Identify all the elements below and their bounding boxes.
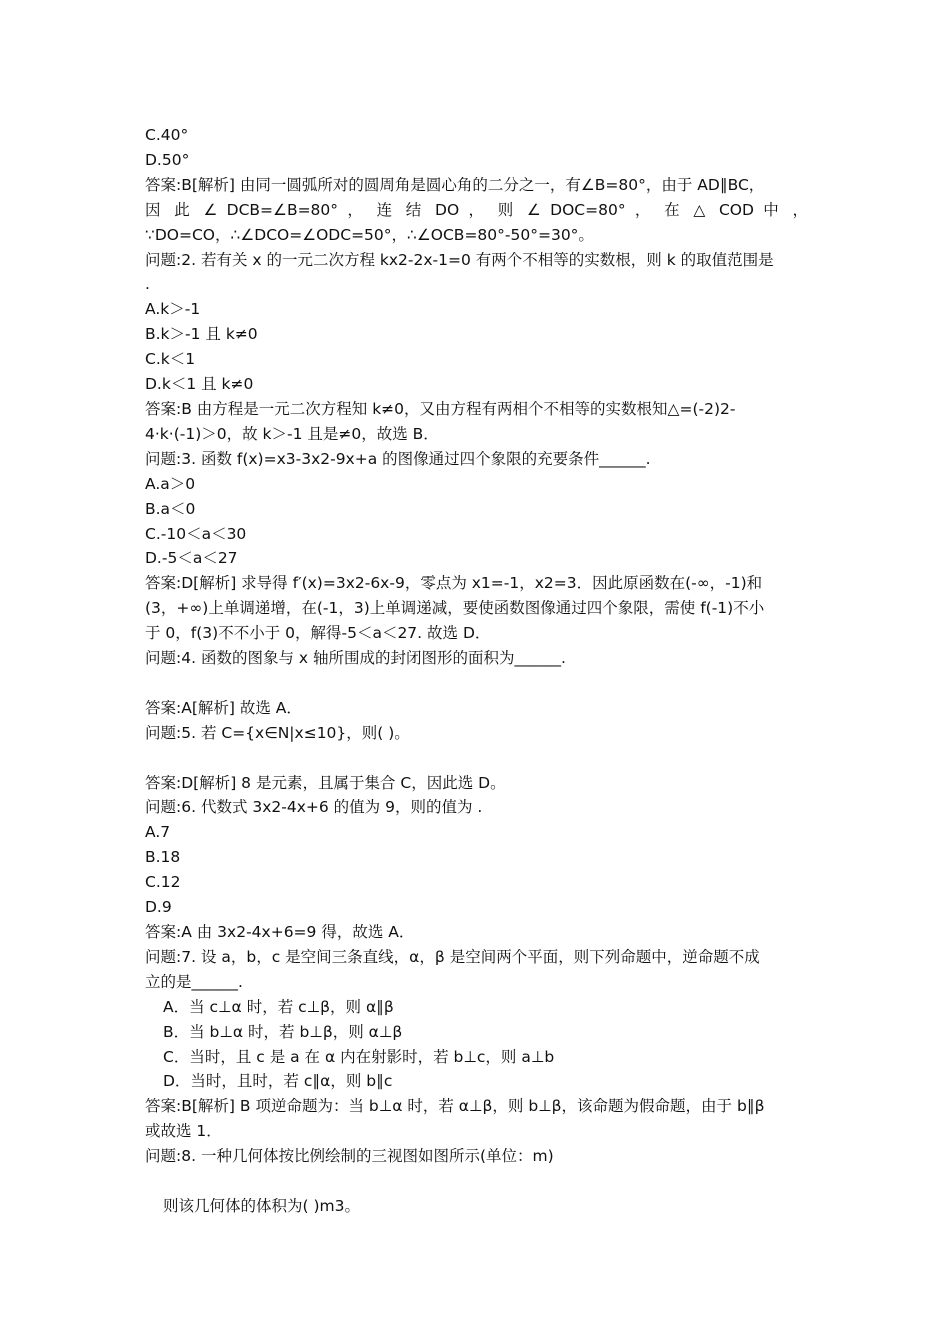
question-7: 问题:7. 设 a，b，c 是空间三条直线，α，β 是空间两个平面，则下列命题中，逆命题不成	[145, 947, 760, 966]
document-page	[145, 123, 808, 1219]
option-b-q3: B.a＜0	[145, 499, 196, 518]
option-d-q2: D.k＜1 且 k≠0	[145, 375, 254, 394]
question-8-sub: 则该几何体的体积为( )m3。	[163, 1196, 360, 1215]
question-3: 问题:3. 函数 f(x)=x3-3x2-9x+a 的图像通过四个象限的充要条件______.	[145, 449, 651, 468]
answer-q2-line-2: 4·k·(-1)＞0，故 k＞-1 且是≠0，故选 B．	[145, 424, 439, 443]
answer-q1-line-2: 因 此 ∠ DCB=∠B=80° ， 连 结 DO ， 则 ∠ DOC=80° ， 在 △ COD 中 ，	[145, 200, 808, 219]
option-a-q2: A.k＞-1	[145, 300, 201, 319]
option-c-q6: C.12	[145, 873, 181, 892]
option-a-q3: A.a＞0	[145, 474, 196, 493]
option-c-q3: C.-10＜a＜30	[145, 524, 247, 543]
blank-line	[145, 1169, 808, 1194]
blank-line	[145, 746, 808, 771]
question-2-cont: .	[145, 275, 150, 294]
question-6: 问题:6. 代数式 3x2-4x+6 的值为 9，则的值为 .	[145, 798, 483, 817]
question-2: 问题:2. 若有关 x 的一元二次方程 kx2-2x-1=0 有两个不相等的实数根，则 k 的取值范围是	[145, 250, 774, 269]
option-b-q6: B.18	[145, 848, 181, 867]
option-c-q2: C.k＜1	[145, 350, 196, 369]
answer-q1-line-3: ∵DO=CO，∴∠DCO=∠ODC=50°，∴∠OCB=80°-50°=30°。	[145, 225, 594, 244]
option-d-q1: D.50°	[145, 150, 190, 169]
question-4: 问题:4. 函数的图象与 x 轴所围成的封闭图形的面积为______.	[145, 649, 566, 668]
option-b-q7: B．当 b⊥α 时，若 b⊥β，则 α⊥β	[163, 1022, 403, 1041]
option-b-q2: B.k＞-1 且 k≠0	[145, 325, 258, 344]
question-7-cont: 立的是______.	[145, 972, 243, 991]
answer-q4: 答案:A[解析] 故选 A．	[145, 698, 302, 717]
option-a-q6: A.7	[145, 823, 171, 842]
option-d-q3: D.-5＜a＜27	[145, 549, 238, 568]
option-d-q6: D.9	[145, 898, 172, 917]
answer-q3-line-1: 答案:D[解析] 求导得 f′(x)=3x2-6x-9，零点为 x1=-1，x2=3．因此原函数在(-∞，-1)和	[145, 574, 763, 593]
answer-q6: 答案:A 由 3x2-4x+6=9 得，故选 A．	[145, 922, 415, 941]
question-8: 问题:8. 一种几何体按比例绘制的三视图如图所示(单位：m)	[145, 1147, 554, 1166]
option-c-q7: C．当时，且 c 是 a 在 α 内在射影时，若 b⊥c，则 a⊥b	[163, 1047, 555, 1066]
answer-q7-line-1: 答案:B[解析] B 项逆命题为：当 b⊥α 时，若 α⊥β，则 b⊥β，该命题为假命题，由于 b∥β	[145, 1097, 765, 1116]
option-d-q7: D．当时，且时，若 c∥α，则 b∥c	[163, 1072, 393, 1091]
blank-line	[145, 671, 808, 696]
answer-q3-line-3: 于 0，f(3)不不小于 0，解得-5＜a＜27. 故选 D．	[145, 624, 491, 643]
question-5: 问题:5. 若 C={x∈N|x≤10}，则( )。	[145, 723, 410, 742]
answer-q2-line-1: 答案:B 由方程是一元二次方程知 k≠0，又由方程有两相个不相等的实数根知△=(-2)2-	[145, 399, 736, 418]
answer-q5: 答案:D[解析] 8 是元素，且属于集合 C，因此选 D。	[145, 773, 506, 792]
answer-q3-line-2: (3，+∞)上单调递增，在(-1，3)上单调递减，要使函数图像通过四个象限，需使 f(-1)不小	[145, 599, 765, 618]
option-c-q1: C.40°	[145, 126, 189, 144]
option-a-q7: A．当 c⊥α 时，若 c⊥β，则 α∥β	[163, 997, 394, 1016]
answer-q7-line-2: 或故选 1．	[145, 1122, 222, 1141]
answer-q1-line-1: 答案:B[解析] 由同一圆弧所对的圆周角是圆心角的二分之一，有∠B=80°，由于 AD∥BC，	[145, 175, 765, 194]
